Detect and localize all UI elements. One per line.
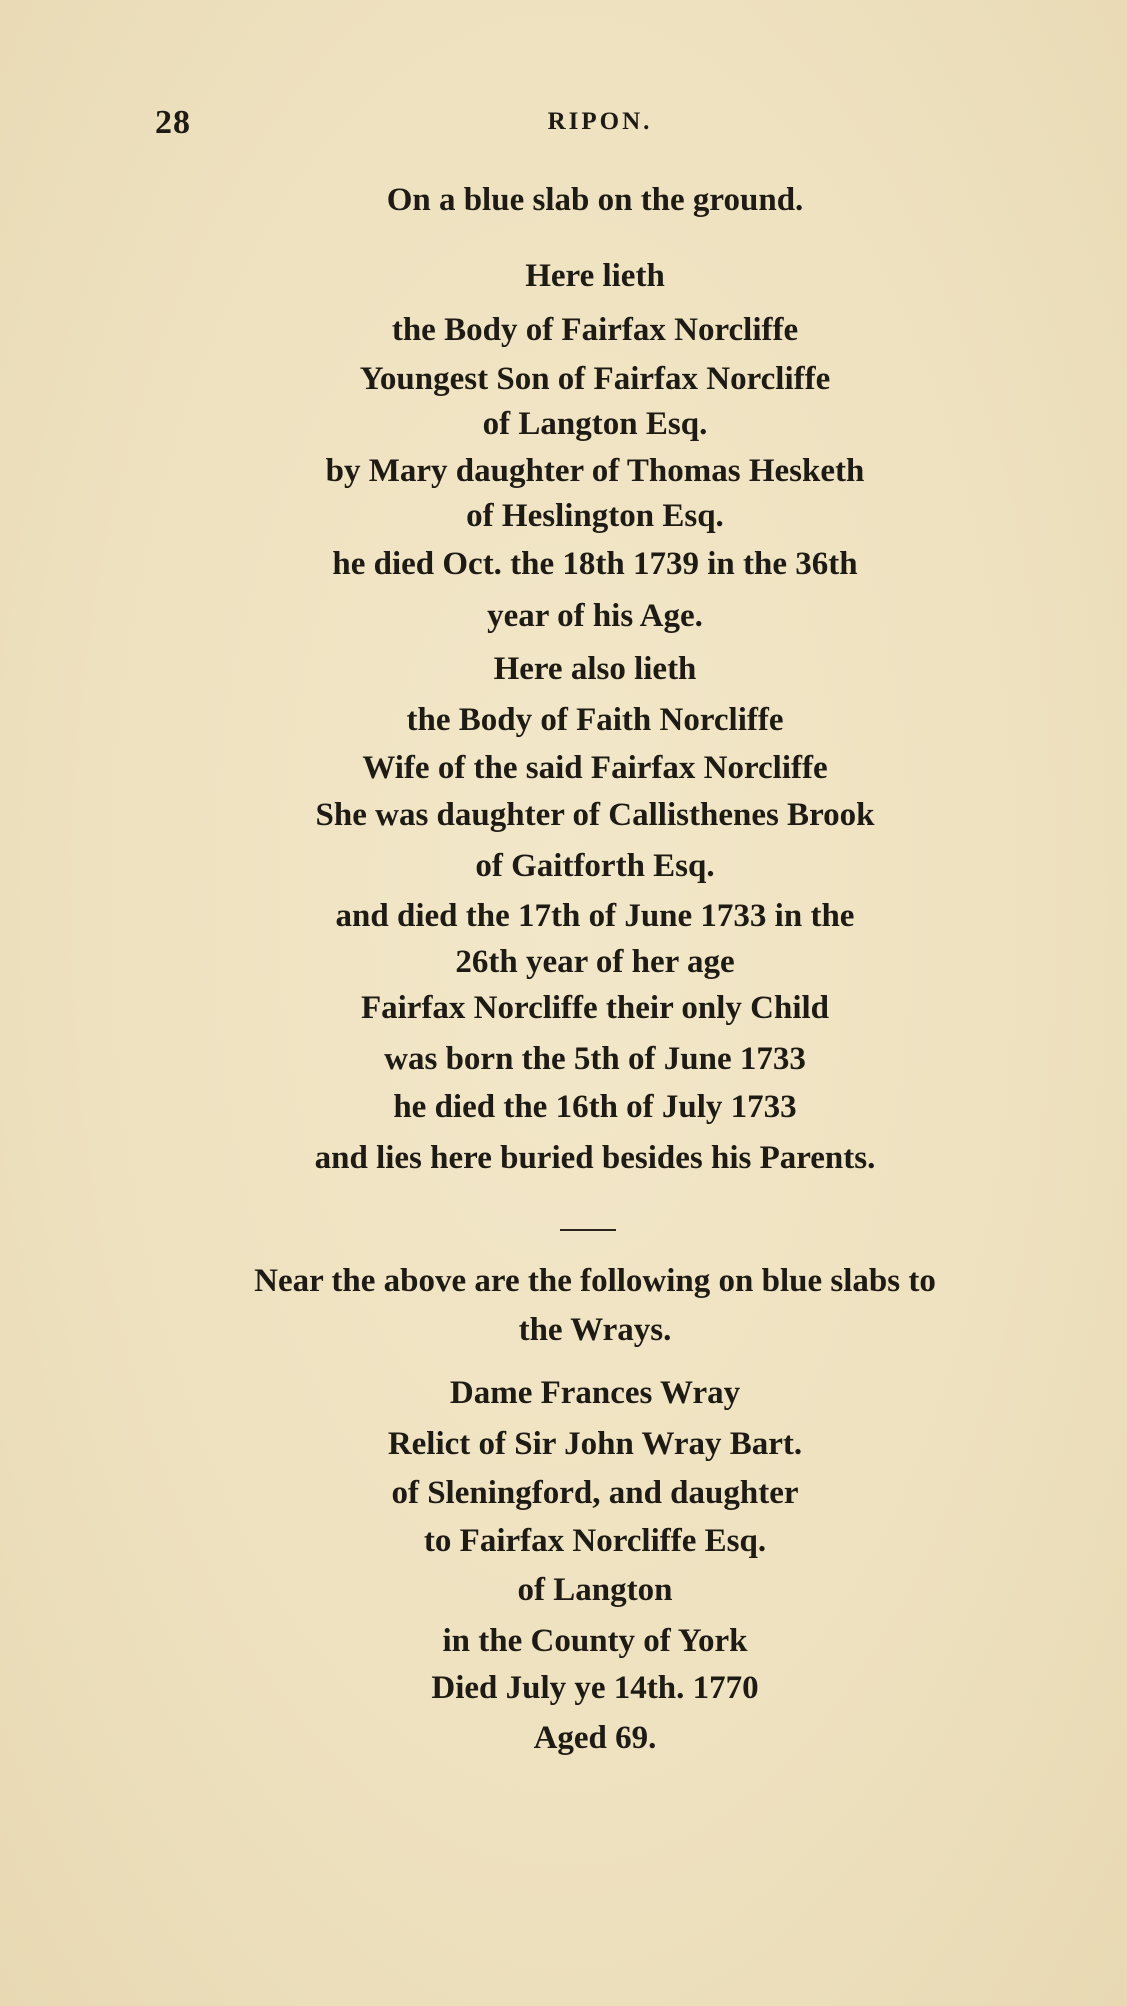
page-number: 28 (155, 104, 191, 141)
inscription-line: of Sleningford, and daughter (391, 1475, 799, 1511)
inscription-line: Dame Frances Wray (449, 1375, 741, 1411)
inscription-line: and died the 17th of June 1733 in the (335, 898, 855, 934)
inscription-line: the Body of Fairfax Norcliffe (391, 312, 799, 348)
inscription-line: Wife of the said Fairfax Norcliffe (362, 750, 828, 786)
inscription-line: by Mary daughter of Thomas Hesketh (325, 453, 865, 489)
section-divider (560, 1229, 616, 1231)
inscription-line: Here also lieth (493, 651, 697, 687)
inscription-line: was born the 5th of June 1733 (384, 1041, 806, 1077)
inscription-line: of Langton (517, 1572, 673, 1608)
inscription-line: in the County of York (442, 1623, 748, 1659)
inscription-line: She was daughter of Callisthenes Brook (315, 797, 875, 833)
inscription-line: Fairfax Norcliffe their only Child (360, 990, 830, 1026)
inscription-line: to Fairfax Norcliffe Esq. (423, 1523, 767, 1559)
inscription-line: year of his Age. (487, 598, 703, 634)
inscription-line: Youngest Son of Fairfax Norcliffe (359, 361, 831, 397)
inscription-line: Here lieth (525, 258, 665, 294)
intro-line: the Wrays. (518, 1312, 672, 1348)
inscription-line: he died the 16th of July 1733 (393, 1089, 797, 1125)
intro-line: Near the above are the following on blue slabs to (254, 1263, 936, 1299)
inscription-line: and lies here buried besides his Parents. (314, 1140, 876, 1176)
inscription-line: Died July ye 14th. 1770 (431, 1670, 759, 1706)
inscription-line: Aged 69. (533, 1720, 657, 1756)
inscription-line: Relict of Sir John Wray Bart. (387, 1426, 803, 1462)
inscription-line: 26th year of her age (455, 944, 735, 980)
inscription-line: the Body of Faith Norcliffe (406, 702, 784, 738)
running-title: RIPON. (547, 108, 653, 135)
inscription-line: of Heslington Esq. (466, 498, 724, 534)
inscription-line: he died Oct. the 18th 1739 in the 36th (332, 546, 858, 582)
inscription-line: of Gaitforth Esq. (475, 848, 715, 884)
section-heading: On a blue slab on the ground. (386, 182, 804, 218)
inscription-line: of Langton Esq. (482, 406, 708, 442)
running-head (0, 104, 1127, 144)
